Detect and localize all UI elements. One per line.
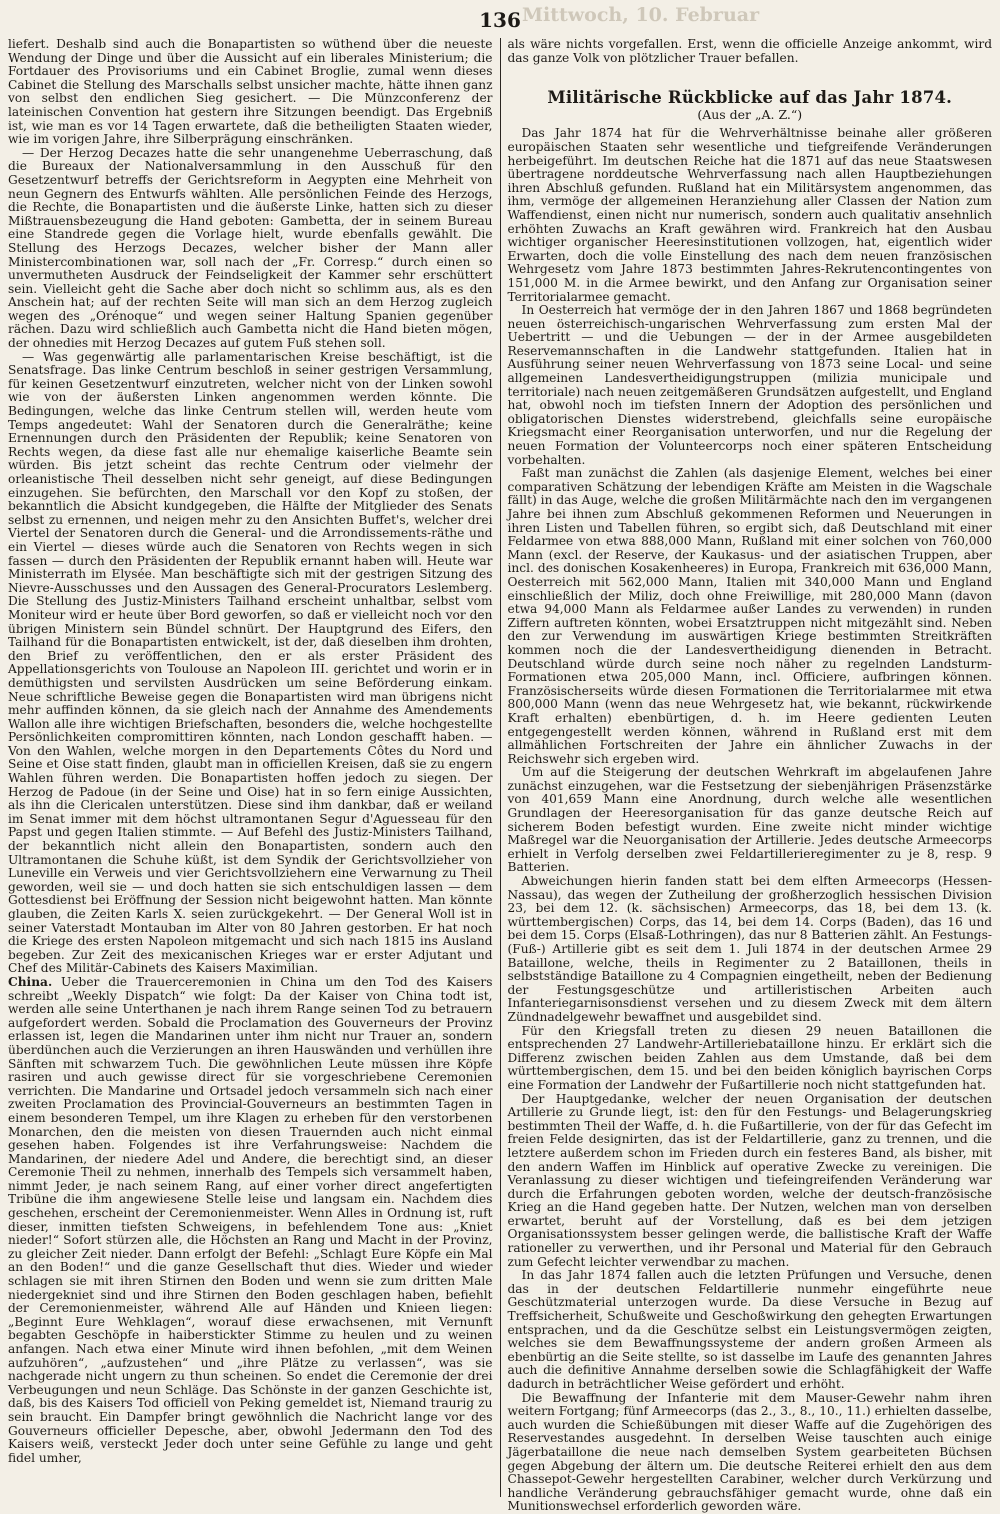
- page-header: [0, 0, 1000, 36]
- right-paragraph-5: Abweichungen hierin fanden statt bei dem elften Armeecorps (Hessen-Nassau), das wegen der Zutheilung der großherzoglich hessischen Division 23, bei dem 12. (k. sächsischen) Armeecorps, das 18, bei dem 13. (k. württembergischen) Corps, das 14, bei dem 14. Corps (Baden), das 16 und bei dem 15. Corps (Elsaß-Lothringen), das nur 8 Batterien zählt. An Festungs- (Fuß-) Artillerie gibt es seit dem 1. Juli 1874 in der deutschen Armee 29 Bataillone, welche, theils in Regimenter zu 2 Bataillonen, theils in selbstständige Bataillone zu 4 Compagnien eingetheilt, neben der Bedienung der Festungsgeschütze und artilleristischen Arbeiten auch Infanteriegarnisonsdienst versehen und zu diesem Zweck mit dem ältern Zündnadelgewehr bewaffnet und ausgebildet sind.: [507, 874, 992, 1024]
- right-paragraph-2: In Oesterreich hat vermöge der in den Jahren 1867 und 1868 begründeten neuen österreichisch-ungarischen Wehrverfassung zum ersten Mal der Uebertritt — und die Uebungen — der in der Armee ausgebildeten Reservemannschaften in die Landwehr stattgefunden. Italien hat in Ausführung seiner neuen Wehrverfassung von 1873 seine Local- und seine allgemeinen Landesvertheidigungstruppen (milizia municipale und territoriale) nach neuen zeitgemäßeren Grundsätzen aufgestellt, und England hat, obwohl noch im tiefsten Innern der Adoption des persönlichen und obligatorischen Dienstes widerstrebend, gleichfalls seine europäische Kriegsmacht einer Reorganisation unterworfen, und nur die Regelung der neuen Formation der Volunteercorps noch einer späteren Entscheidung vorbehalten.: [507, 303, 992, 467]
- right-paragraph-6: Für den Kriegsfall treten zu diesen 29 neuen Bataillonen die entsprechenden 27 Landwehr-Artilleriebataillone hinzu. Er erklärt sich die Differenz zwischen beiden Zahlen aus dem Umstande, daß bei dem württembergischen, dem 15. und bei den beiden königlich bayrischen Corps eine Formation der Landwehr der Fußartillerie noch nicht stattgefunden hat.: [507, 1023, 992, 1092]
- header-faint-text: Mittwoch, 10. Februar: [522, 4, 760, 26]
- column-divider: [500, 38, 501, 1497]
- left-column: [8, 38, 493, 1497]
- left-paragraph-china: [8, 976, 493, 1465]
- right-paragraph-7: Der Hauptgedanke, welcher der neuen Organisation der deutschen Artillerie zu Grunde liegt, ist: den für den Festungs- und Belagerungskrieg bestimmten Theil der Waffe, d. h. die Fußartillerie, von der für das Gefecht im freien Felde designirten, das ist der Feldartillerie, ganz zu trennen, und die letztere außerdem schon im Frieden durch ein festeres Band, als bisher, mit den andern Waffen im Hinblick auf operative Zwecke zu vereinigen. Die Veranlassung zu dieser wichtigen und tiefeingreifenden Veränderung war durch die Erfahrungen geboten worden, welche der deutsch-französische Krieg an die Hand gegeben hatte. Der Nutzen, welchen man von derselben erwartet, beruht auf der Vorstellung, daß es bei dem jetzigen Organisationssystem besser gelingen werde, die ballistische Kraft der Waffe rationeller zu verwerthen, und ihr Personal und Material für den Gebrauch zum Gefecht leichter verwendbar zu machen.: [507, 1091, 992, 1269]
- right-column: [507, 37, 993, 1514]
- left-paragraph-1: liefert. Deshalb sind auch die Bonapartisten so wüthend über die neueste Wendung der Dinge und über die Aussicht auf ein liberales Ministerium; die Fortdauer des Provisoriums und ein Cabinet Broglie, zumal wenn dieses Cabinet die Stellung des Marschalls selbst unsicher machte, hätte ihnen ganz von selbst den endlichen Sieg gesichert. — Die Münzconferenz der lateinischen Convention hat gestern ihre Sitzungen beendigt. Das Ergebniß ist, wie man es vor 14 Tagen erwartete, daß die betheiligten Staaten wieder, wie im vorigen Jahre, ihre Silberprägung einschränken.: [8, 37, 493, 147]
- right-paragraph-9: Die Bewaffnung der Infanterie mit dem Mauser-Gewehr nahm ihren weitern Fortgang; fünf Armeecorps (das 2., 3., 8., 10., 11.) erhielten dasselbe, auch wurden die Schießübungen mit dieser Waffe auf die Zugehörigen des Reservestandes ausgedehnt. In derselben Weise tauschten auch einige Jägerbataillone die neue nach demselben System gearbeiteten Büchsen gegen Abgebung der ältern um. Die deutsche Reiterei erhielt den aus dem Chassepot-Gewehr hergestellten Carabiner, welcher durch Verkürzung und handliche Veränderung gebrauchsfähiger gemacht wurde, ohne daß ein Munitionswechsel erforderlich geworden wäre.: [507, 1390, 992, 1514]
- left-paragraph-3: — Was gegenwärtig alle parlamentarischen Kreise beschäftigt, ist die Senatsfrage. Das linke Centrum beschloß in seiner gestrigen Versammlung, für keinen Gesetzentwurf einzutreten, welcher nicht von der Linken sowohl wie von der äußersten Linken angenommen werden könnte. Die Bedingungen, welche das linke Centrum stellen will, werden heute vom Temps angedeutet: Wahl der Senatoren durch die Generalräthe; keine Ernennungen durch den Präsidenten der Republik; keine Senatoren von Rechts wegen, da diese fast alle nur ehemalige kaiserliche Beamte sein würden. Bis jetzt scheint das rechte Centrum oder vielmehr der orleanistische Theil desselben nicht sehr geneigt, auf diese Bedingungen einzugehen. Sie befürchten, den Marschall vor den Kopf zu stoßen, der bekanntlich die Absicht kundgegeben, die Hälfte der Mitglieder des Senats selbst zu ernennen, und neigen mehr zu den Ansichten Buffet's, welcher drei Viertel der Senatoren durch die General- und die Arrondissements-räthe und ein Viertel — dieses würde auch die Senatoren von Rechts wegen in sich fassen — durch den Präsidenten der Republik ernannt haben will. Heute war Ministerrath im Elysée. Man beschäftigte sich mit der gestrigen Sitzung des Nievre-Ausschusses und den Aussagen des General-Procurators Leslemberg. Die Stellung des Justiz-Ministers Tailhand erscheint unhaltbar, selbst vom Moniteur wird er heute über Bord geworfen, so daß er vielleicht noch vor den übrigen Ministern sein Bündel schnürt. Der Hauptgrund des Eifers, den Tailhand für die Bonapartisten entwickelt, ist der, daß dieselben ihm drohten, den Brief zu veröffentlichen, den er als erster Präsident des Appellationsgerichts von Toulouse an Napoleon III. gerichtet und worin er in demüthigsten und servilsten Ausdrücken um seine Beförderung einkam. Neue schriftliche Beweise gegen die Bonapartisten wird man übrigens nicht mehr auffinden können, da sie gleich nach der Annahme des Amendements Wallon alle ihre wichtigen Briefschaften, besonders die, welche hochgestellte Persönlichkeiten compromittiren könnten, nach London geschafft haben. — Von den Wahlen, welche morgen in den Departements Côtes du Nord und Seine et Oise statt finden, glaubt man in officiellen Kreisen, daß sie zu engern Wahlen führen werden. Die Bonapartisten hoffen jedoch zu siegen. Der Herzog de Padoue (in der Seine und Oise) hat in so fern einige Aussichten, als ihn die Clericalen unterstützen. Diese sind ihm dankbar, daß er weiland im Senat immer mit dem höchst ultramontanen Segur d'Aguesseau für den Papst und gegen Italien stimmte. — Auf Befehl des Justiz-Ministers Tailhand, der bekanntlich nicht allein den Bonapartisten, sondern auch den Ultramontanen die Schuhe küßt, ist dem Syndik der Gerichtsvollzieher von Luneville ein Verweis und vier Gerichtsvollziehern eine Verwarnung zu Theil geworden, weil sie — und doch hatten sie sich entschuldigen lassen — dem Gottesdienst bei Eröffnung der Session nicht beigewohnt hatten. Man könnte glauben, die Zeiten Karls X. seien zurückgekehrt. — Der General Woll ist in seiner Vaterstadt Montauban im Alter von 80 Jahren gestorben. Er hat noch die Kriege des ersten Napoleon mitgemacht und sich nach 1815 ins Ausland begeben. Zur Zeit des mexicanischen Krieges war er erster Adjutant und Chef des Militär-Cabinets des Kaisers Maximilian.: [8, 349, 493, 976]
- right-paragraph-0: als wäre nichts vorgefallen. Erst, wenn die officielle Anzeige ankommt, wird das ganze Volk von plötzlicher Trauer befallen.: [507, 37, 992, 65]
- right-paragraph-8: In das Jahr 1874 fallen auch die letzten Prüfungen und Versuche, denen das in der deutschen Feldartillerie nunmehr eingeführte neue Geschützmaterial unterzogen wurde. Da diese Versuche in Bezug auf Treffsicherheit, Schußweite und Geschoßwirkung den gehegten Erwartungen entsprachen, und da die Geschütze selbst ein Leistungsvermögen zeigten, welches sie dem Bewaffnungssysteme der andern großen Armeen als ebenbürtig an die Seite stellte, so ist dasselbe im Laufe des genannten Jahres auch die definitive Annahme derselben sowie die Schlagfähigkeit der Waffe dadurch in beträchtlicher Weise gefördert und erhöht.: [507, 1268, 992, 1391]
- china-body: Ueber die Trauerceremonien in China um den Tod des Kaisers schreibt „Weekly Dispatch“ wie folgt: Da der Kaiser von China todt ist, werden alle seine Unterthanen je nach ihrem Range seinen Tod zu betrauern aufgefordert werden. Sobald die Proclamation des Gouverneurs der Provinz erlassen ist, legen die Mandarinen unter ihm nicht nur Trauer an, sondern überdünchen auch die Verzierungen an ihren Hauswänden und verhüllen ihre Sänften mit schwarzem Tuch. Die gewöhnlichen Leute müssen ihre Köpfe rasiren und auch gewisse direct für sie vorgeschriebene Ceremonien verrichten. Die Mandarine und Ortsadel jedoch versammeln sich nach einer zweiten Proclamation des Provincial-Gouverneurs an bestimmten Tagen in einem besonderen Tempel, um ihre Klagen zu erheben für den verstorbenen Monarchen, den die meisten von diesen Trauernden auch nicht einmal gesehen haben. Folgendes ist ihre Verfahrungsweise: Nachdem die Mandarinen, der niedere Adel und Andere, die berechtigt sind, an dieser Ceremonie Theil zu nehmen, innerhalb des Tempels sich versammelt haben, nimmt Jeder, je nach seinem Rang, auf einer vorher direct angefertigten Tribüne die ihm angewiesene Stelle leise und langsam ein. Nachdem dies geschehen, erscheint der Ceremonienmeister. Wenn Alles in Ordnung ist, ruft dieser, inmitten tiefsten Schweigens, in befehlendem Tone aus: „Kniet nieder!“ Sofort stürzen alle, die Höchsten an Rang und Macht in der Provinz, zu gleicher Zeit nieder. Dann erfolgt der Befehl: „Schlagt Eure Köpfe ein Mal an den Boden!“ und die ganze Gesellschaft thut dies. Wieder und wieder schlagen sie mit ihren Stirnen den Boden und wenn sie zum dritten Male niedergekniet sind und ihre Stirnen den Boden geschlagen haben, befiehlt der Ceremonienmeister, während Alle auf Händen und Knieen liegen: „Beginnt Eure Wehklagen“, worauf diese erwachsenen, mit Vernunft begabten Geschöpfe in haiberstickter Stimme zu heulen und zu weinen anfangen. Nach etwa einer Minute wird ihnen befohlen, „mit dem Weinen aufzuhören“, „aufzustehen“ und „ihre Plätze zu verlassen“, was sie nachgerade nicht ungern zu thun scheinen. So endet die Ceremonie der drei Verbeugungen und neun Schläge. Das Schönste in der ganzen Geschichte ist, daß, bis des Kaisers Tod officiell von Peking gemeldet ist, Niemand traurig zu sein braucht. Ein Dampfer bringt gewöhnlich die Nachricht lange vor des Gouverneurs officieller Depesche, aber, obwohl Jedermann den Tod des Kaisers weiß, versteckt Jeder doch unter seine Gefühle zu lange und geht fidel umher,: [8, 974, 493, 1465]
- right-paragraph-3: Faßt man zunächst die Zahlen (als dasjenige Element, welches bei einer comparativen Schätzung der lebendigen Kräfte am Meisten in die Wagschale fällt) in das Auge, welche die großen Militärmächte nach den im vergangenen Jahre bei ihnen zum Abschluß gekommenen Reformen und Neuerungen in ihren Listen und Tabellen führen, so ergibt sich, daß Deutschland mit einer Feldarmee von etwa 888,000 Mann, Rußland mit einer solchen von 760,000 Mann (excl. der Reserve, der Kaukasus- und der asiatischen Truppen, aber incl. des donischen Kosakenheeres) in Europa, Frankreich mit 636,000 Mann, Oesterreich mit 562,000 Mann, Italien mit 340,000 Mann und England einschließlich der Miliz, doch ohne Freiwillige, mit 280,000 Mann (davon etwa 94,000 Mann als Feldarmee außer Landes zu verwenden) in runden Ziffern auftreten könnten, wobei Ersatztruppen nicht mitgezählt sind. Neben den zur Verwendung im auswärtigen Kriege bestimmten Streitkräften kommen noch die der Landesvertheidigung dienenden in Betracht. Deutschland würde durch seine noch näher zu regelnden Landsturm-Formationen etwa 205,000 Mann, incl. Officiere, aufbringen können. Französischerseits würde diesen Formationen die Territorialarmee mit etwa 800,000 Mann (wenn das neue Wehrgesetz hat, wie bekannt, rückwirkende Kraft erhalten) ebenbürtigen, d. h. im Heere gedienten Leuten entgegengestellt werden können, während in Rußland erst mit dem allmählichen Fortschreiten der Jahre ein ähnlicher Zuwachs in der Reichswehr sich ergeben wird.: [507, 466, 992, 766]
- article-title: Militärische Rückblicke auf das Jahr 1874.: [547, 88, 953, 108]
- right-paragraph-4: Um auf die Steigerung der deutschen Wehrkraft im abgelaufenen Jahre zunächst einzugehen, war die Festsetzung der siebenjährigen Präsenzstärke von 401,659 Mann eine Anordnung, durch welche alle wesentlichen Grundlagen der Heeresorganisation für das ganze deutsche Reich auf sicherem Boden befestigt wurden. Eine zweite nicht minder wichtige Maßregel war die Neuorganisation der Artillerie. Jedes deutsche Armeecorps erhielt in Verfolg derselben zwei Feldartillerieregimenter zu je 8, resp. 9 Batterien.: [507, 765, 992, 875]
- left-paragraph-2: — Der Herzog Decazes hatte die sehr unangenehme Ueberraschung, daß die Bureaux der Nationalversammlung in den Ausschuß für den Gesetzentwurf betreffs der Gerichtsreform in Aegypten eine Mehrheit von neun Gegnern des Entwurfs wählten. Alle persönlichen Feinde des Herzogs, die Rechte, die Bonapartisten und die äußerste Linke, hatten sich zu dieser Mißtrauensbezeugung die Hand geboten: Gambetta, der in seinem Bureau eine Standrede gegen die Vorlage hielt, wurde ebenfalls gewählt. Die Stellung des Herzogs Decazes, welcher bisher der Mann aller Ministercombinationen war, soll nach der „Fr. Corresp.“ durch einen so unvermutheten Ausdruck der Feindseligkeit der Kammer sehr erschüttert sein. Vielleicht geht die Sache aber doch nicht so schlimm aus, als es den Anschein hat; auf der rechten Seite will man sich an dem Herzog zugleich wegen des „Orénoque“ und wegen seiner Haltung Spanien gegenüber rächen. Dazu wird schließlich auch Gambetta nicht die Hand bieten mögen, der ohnedies mit Herzog Decazes auf gutem Fuß stehen soll.: [8, 145, 493, 351]
- right-paragraph-1: Das Jahr 1874 hat für die Wehrverhältnisse beinahe aller größeren europäischen Staaten sehr wesentliche und tiefgreifende Veränderungen herbeigeführt. Im deutschen Reiche hat die 1871 auf das neue Staatswesen übertragene norddeutsche Wehrverfassung nach allen Hauptbeziehungen ihren Abschluß gefunden. Rußland hat ein Militärsystem angenommen, das ihm, vermöge der allgemeinen Heranziehung aller Classen der Nation zum Waffendienst, einen nicht nur numerisch, sondern auch qualitativ ansehnlich erhöhten Zuwachs an Kraft gewähren wird. Frankreich hat den Ausbau wichtiger organischer Heeresinstitutionen vollzogen, hat, eigentlich wider Erwarten, doch die volle Einstellung des nach dem neuen französischen Wehrgesetz vom Jahre 1873 bestimmten Jahres-Rekrutencontingentes von 151,000 M. in die Armee bewirkt, und den Anfang zur Organisation seiner Territorialarmee gemacht.: [507, 126, 992, 304]
- article-source: (Aus der „A. Z.“): [697, 106, 803, 122]
- article-columns: [8, 37, 992, 1514]
- china-lead: China.: [8, 974, 53, 989]
- page-number: 136: [479, 8, 521, 32]
